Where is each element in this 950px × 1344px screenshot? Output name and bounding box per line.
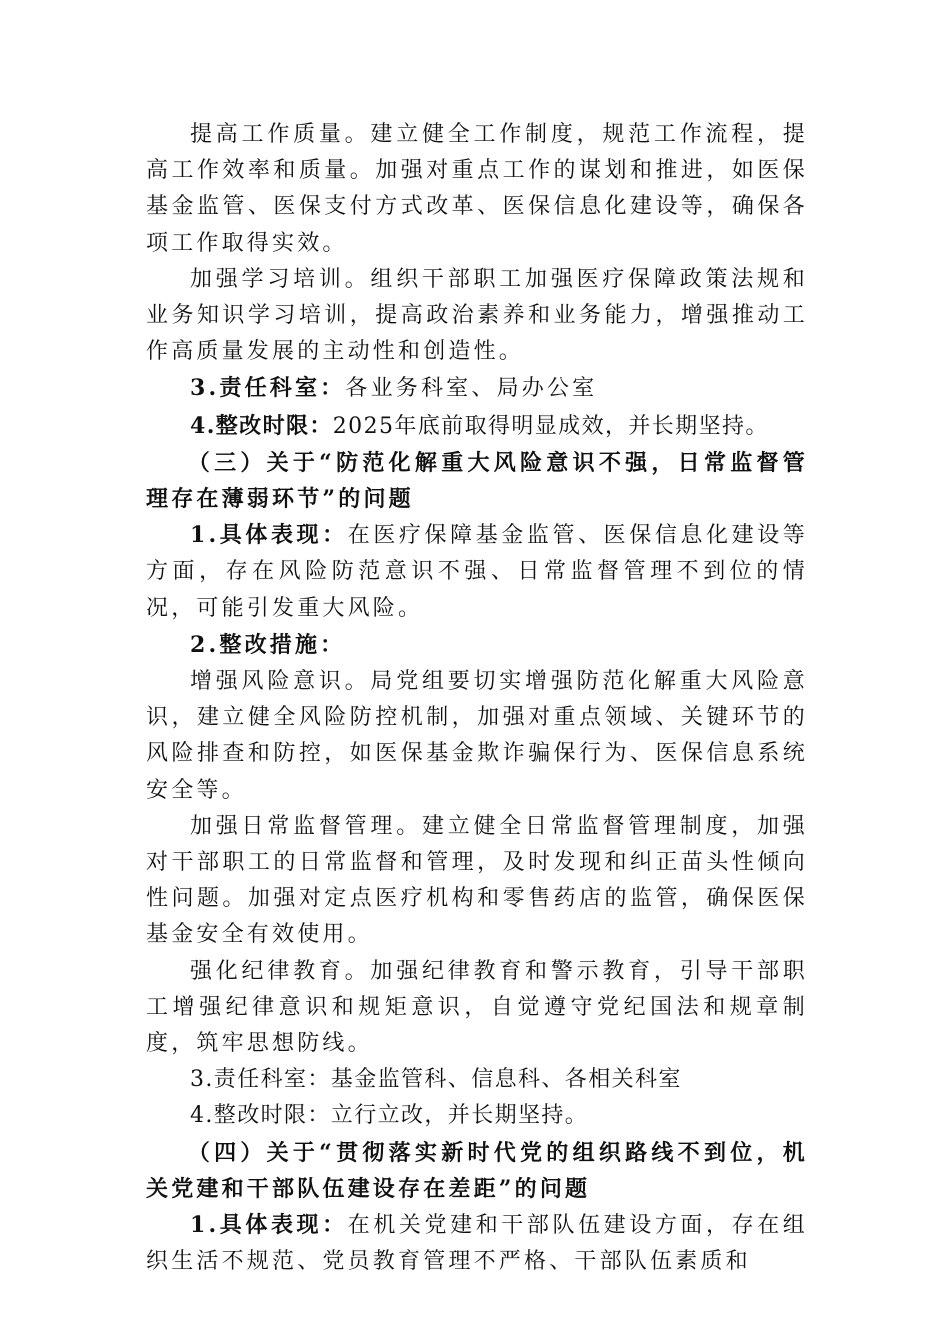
paragraph-manifestation-2 [146,1207,808,1280]
paragraph-deadline-2: 4.整改时限：立行立改，并长期坚持。 [190,1103,589,1129]
section-heading-three: （三）关于“防范化解重大风险意识不强，日常监督管理存在薄弱环节”的问题 [146,449,808,513]
section-heading-four: （四）关于“贯彻落实新时代党的组织路线不到位，机关党建和干部队伍建设存在差距”的问题 [146,1139,808,1202]
manifestation-label: 1.具体表现： [190,522,348,549]
responsible-dept-label: 3.责任科室： [190,375,346,402]
paragraph-responsible-dept [146,370,808,407]
manifestation-value-2: 在机关党建和干部队伍建设方面，存在组织生活不规范、党员教育管理不严格、干部队伍素质和 [146,1213,808,1275]
document-page [146,117,808,1281]
paragraph-measures [146,627,808,664]
responsible-dept-value: 各业务科室、局办公室 [345,376,598,402]
measures-label: 2.整改措施： [190,631,346,658]
paragraph-responsible-dept-2: 3.责任科室：基金监管科、信息科、各相关科室 [190,1067,682,1093]
manifestation-label-2: 1.具体表现： [190,1212,348,1239]
paragraph-deadline [146,408,808,445]
paragraph-manifestation [146,517,808,627]
deadline-value: 2025年底前取得明显成效，并长期坚持。 [332,413,769,439]
manifestation-value: 在医疗保障基金监管、医保信息化建设等方面，存在风险防范意识不强、日常监督管理不到位的情况，可能引发重大风险。 [146,523,808,621]
paragraph-daily-supervision: 加强日常监督管理。建立健全日常监督管理制度，加强对干部职工的日常监督和管理，及时发现和纠正苗头性倾向性问题。加强对定点医疗机构和零售药店的监管，确保医保基金安全有效使用。 [146,813,808,948]
paragraph-discipline-education: 强化纪律教育。加强纪律教育和警示教育，引导干部职工增强纪律意识和规矩意识，自觉遵守党纪国法和规章制度，筑牢思想防线。 [146,958,808,1057]
deadline-label: 4.整改时限： [190,412,333,439]
paragraph-work-quality: 提高工作质量。建立健全工作制度，规范工作流程，提高工作效率和质量。加强对重点工作的谋划和推进，如医保基金监管、医保支付方式改革、医保信息化建设等，确保各项工作取得实效。 [146,122,808,256]
paragraph-risk-awareness: 增强风险意识。局党组要切实增强防范化解重大风险意识，建立健全风险防控机制，加强对重点领域、关键环节的风险排查和防控，如医保基金欺诈骗保行为、医保信息系统安全等。 [146,669,808,803]
paragraph-study-training: 加强学习培训。组织干部职工加强医疗保障政策法规和业务知识学习培训，提高政治素养和业务能力，增强推动工作高质量发展的主动性和创造性。 [146,266,808,365]
